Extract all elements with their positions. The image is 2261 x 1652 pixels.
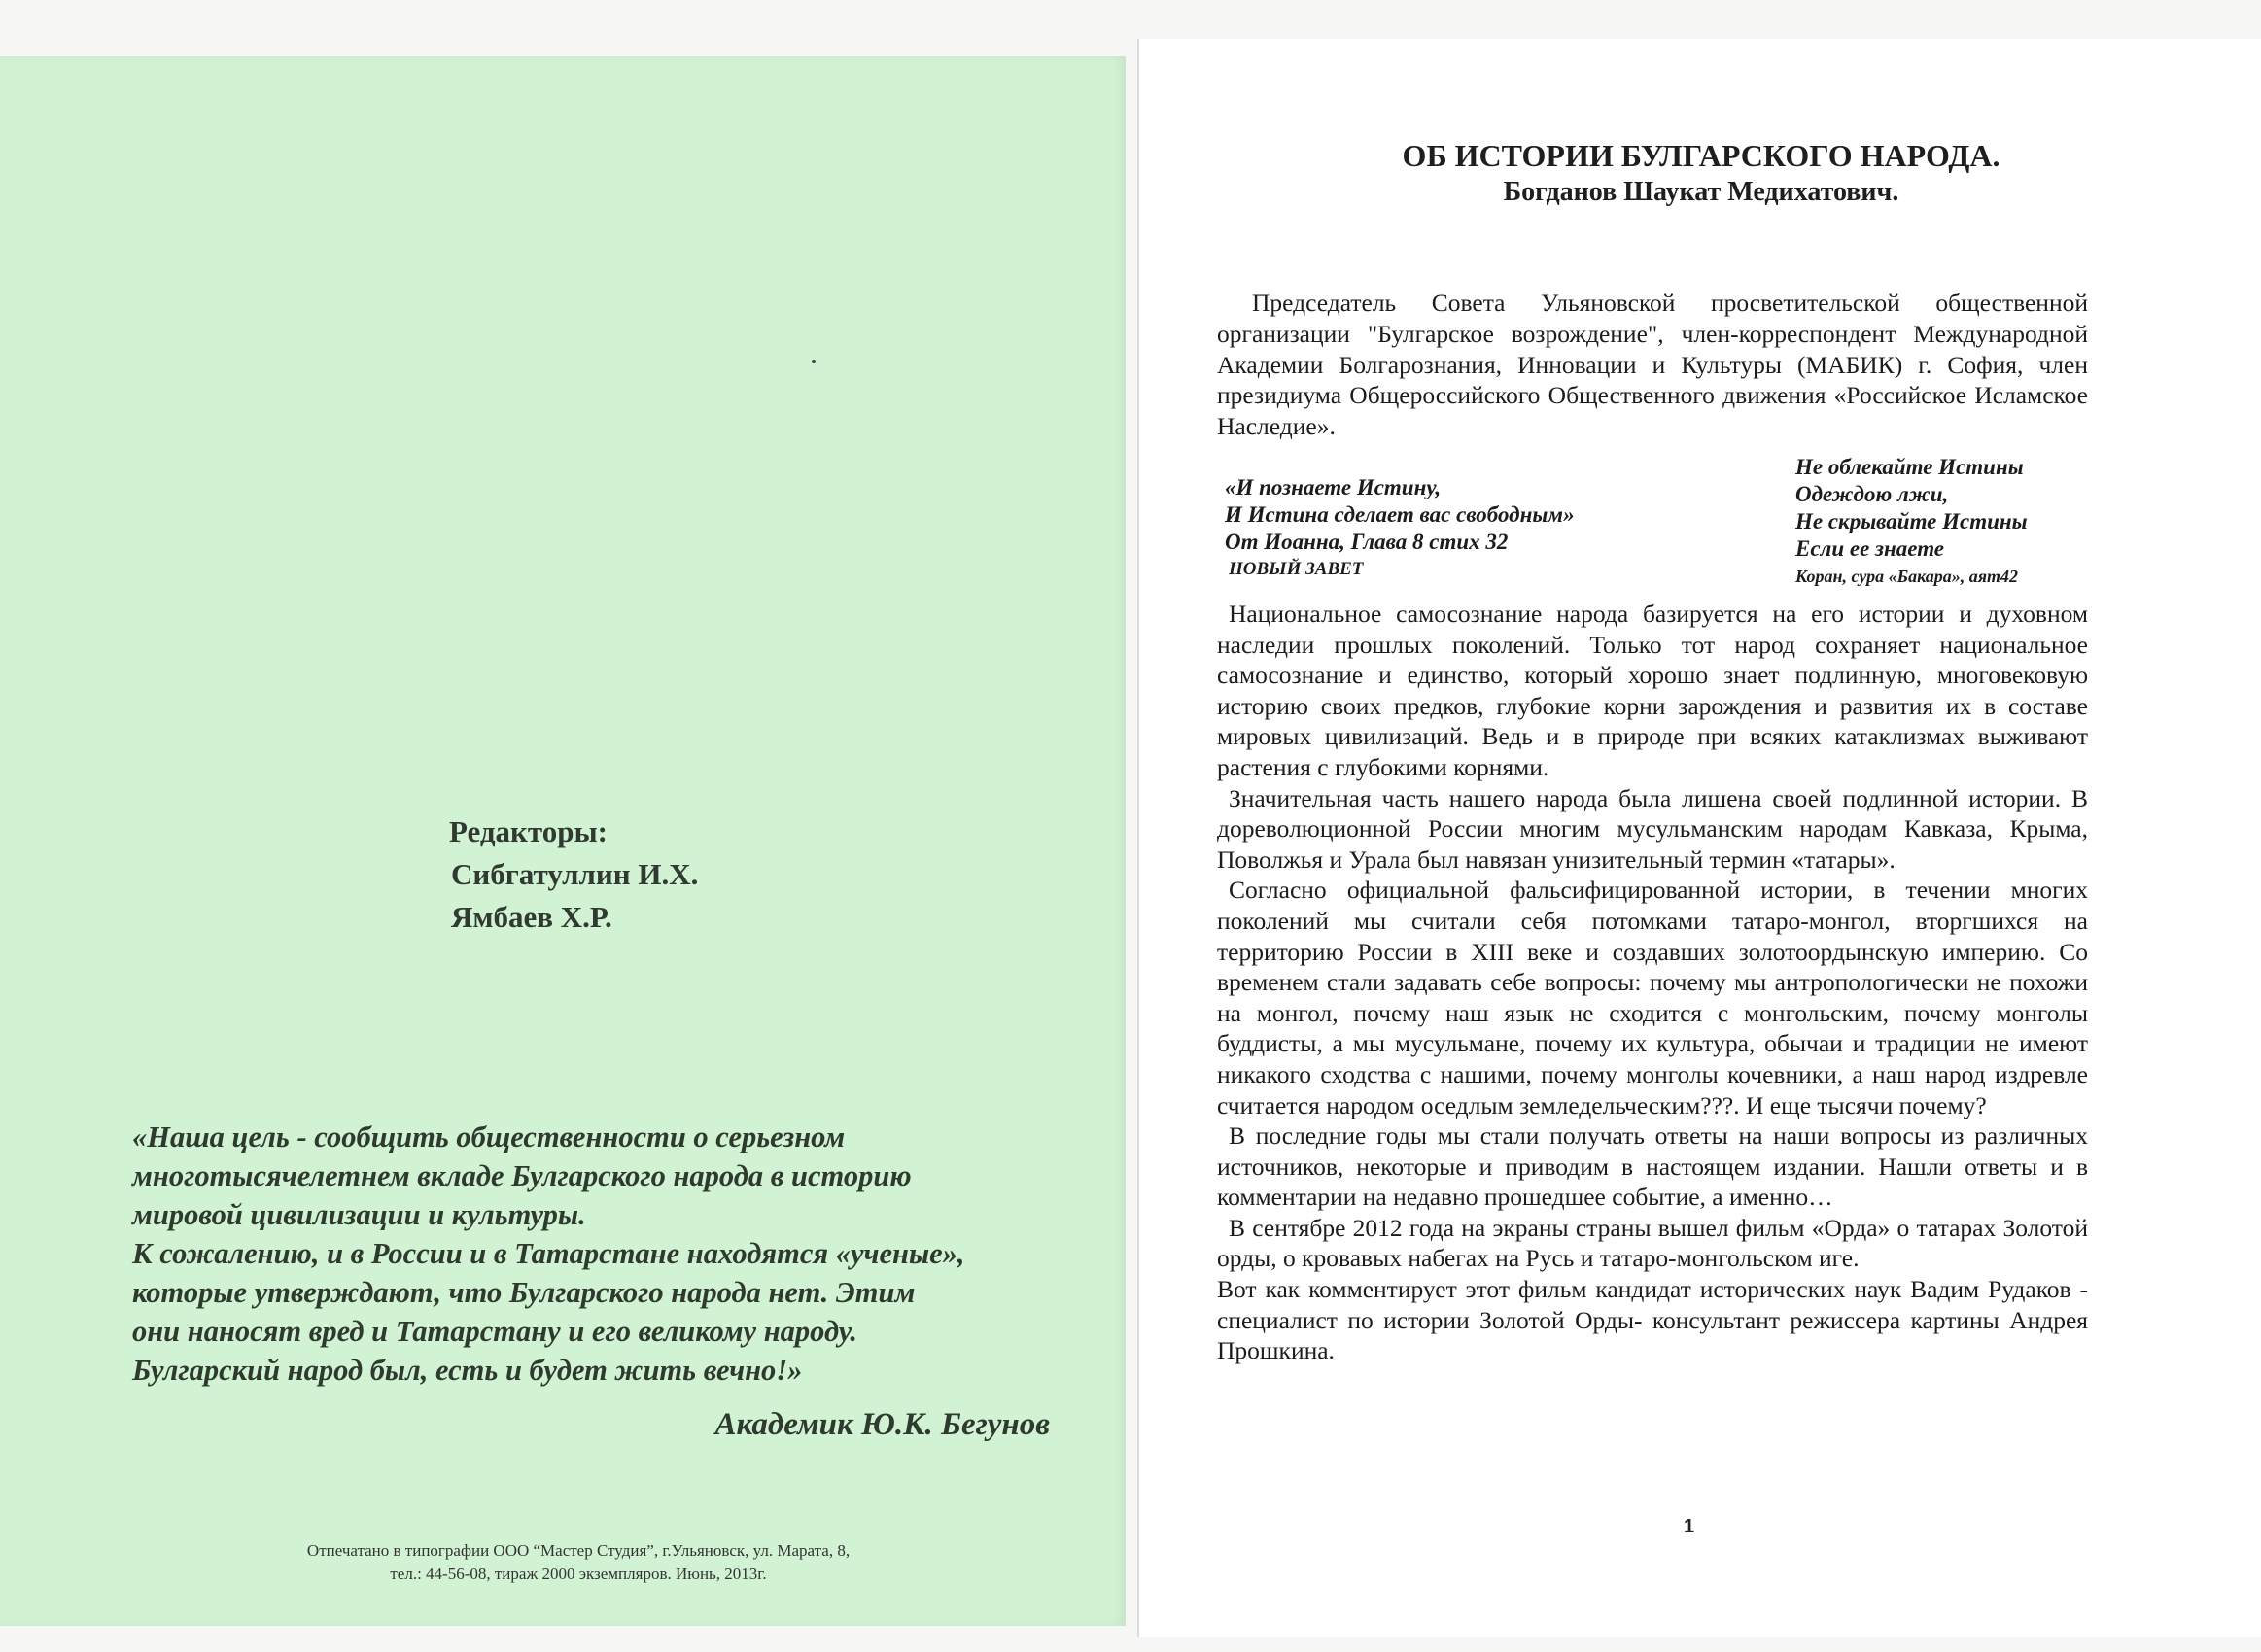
editor-name: Ямбаев Х.Р. <box>451 900 612 934</box>
epigraph-source: Коран, сура «Бакара», аят42 <box>1795 567 2019 586</box>
quote-author: Академик Ю.К. Бегунов <box>714 1407 1050 1442</box>
editor-name: Сибгатуллин И.Х. <box>451 857 699 891</box>
right-text-page <box>1137 39 2261 1637</box>
epigraph-line: Не облекайте Истины <box>1795 455 2024 479</box>
paragraph: Значительная часть нашего народа была лишена своей подлинной истории. В дореволюционной России многим мусульманским народам Кавказа, Крыма, Поволжья и Урала был навязан унизительный термин «татары». <box>1217 783 2088 874</box>
epigraph-line: «И познаете Истину, <box>1225 475 1442 499</box>
epigraph-line: Если ее знаете <box>1795 536 1945 561</box>
left-cover-page <box>0 56 1126 1626</box>
epigraph-line: Одеждою лжи, <box>1795 482 1949 506</box>
paragraph: Вот как комментирует этот фильм кандидат исторических наук Вадим Рудаков - специалист по истории Золотой Орды- консультант режиссера картины Андрея Прошкина. <box>1217 1275 2088 1365</box>
article-title: ОБ ИСТОРИИ БУЛГАРСКОГО НАРОДА. <box>1402 138 2000 173</box>
ink-dot <box>812 360 816 363</box>
author-bio: Председатель Совета Ульяновской просветительской общественной организации "Булгарское возрождение", член-корреспондент Международной Академии Болгарознания, Инновации и Культуры (МАБИК) г. София, член президиума Общероссийского Общественного движения «Российское Исламское Наследие». <box>1217 289 2088 441</box>
paragraph: В последние годы мы стали получать ответы на наши вопросы из различных источников, некоторые и приводим в настоящем издании. Нашли ответы и в комментарии на недавно прошедшее событие, а именно… <box>1217 1121 2088 1212</box>
page-number: 1 <box>1684 1516 1695 1537</box>
epigraph-source: НОВЫЙ ЗАВЕТ <box>1229 559 1364 579</box>
imprint-line: тел.: 44-56-08, тираж 2000 экземпляров. Июнь, 2013г. <box>390 1565 767 1583</box>
epigraph-line: От Иоанна, Глава 8 стих 32 <box>1225 530 1509 554</box>
paragraph: Национальное самосознание народа базируется на его истории и духовном наследии прошлых поколений. Только тот народ сохраняет национальное самосознание и единство, который хорошо знает подлинную, многовековую историю своих предков, глубокие корни зарождения и развития их в составе мировых цивилизаций. Ведь и в природе при всяких катаклизмах выживают растения с глубокими корнями. <box>1217 600 2088 781</box>
paragraph: В сентябре 2012 года на экраны страны вышел фильм «Орда» о татарах Золотой орды, о кровавых набегах на Русь и татаро-монгольском иге. <box>1217 1213 2088 1273</box>
epigraph-line: Не скрывайте Истины <box>1795 509 2028 533</box>
epigraph-gospel <box>1225 474 1730 583</box>
begunov-quote: «Наша цель - сообщить общественности о серьезном многотысячелетнем вкладе Булгарского народа в историю мировой цивилизации и культуры. К сожалению, и в России и в Татарстане находятся «ученые», которые утверждают, что Булгарского народа нет. Этим они наносят вред и Татарстану и его великому народу. Булгарский народ был, есть и будет жить вечно!» <box>132 1120 965 1387</box>
epigraph-quran <box>1795 454 2106 590</box>
editors-block <box>449 810 698 939</box>
editors-label: Редакторы: <box>449 814 609 848</box>
printing-imprint <box>175 1539 982 1586</box>
paragraph: Согласно официальной фальсифицированной истории, в течении многих поколений мы считали себя потомками татаро-монгол, вторгшихся на территорию России в XIII веке и создавших золотоордынскую империю. Со временем стали задавать себе вопросы: почему мы антропологически не похожи на монгол, почему наш язык не сходится с монгольским, почему монголы буддисты, а мы мусульмане, почему их культура, обычаи и традиции не имеют никакого сходства с нашими, почему монголы кочевники, а наш народ издревле считается народом оседлым земледельческим???. И еще тысячи почему? <box>1217 876 2088 1119</box>
article-author: Богданов Шаукат Медихатович. <box>1503 177 1899 207</box>
article-body <box>1217 599 2088 1366</box>
epigraph-line: И Истина сделает вас свободным» <box>1225 502 1575 527</box>
imprint-line: Отпечатано в типографии ООО “Мастер Студия”, г.Ульяновск, ул. Марата, 8, <box>306 1541 851 1560</box>
